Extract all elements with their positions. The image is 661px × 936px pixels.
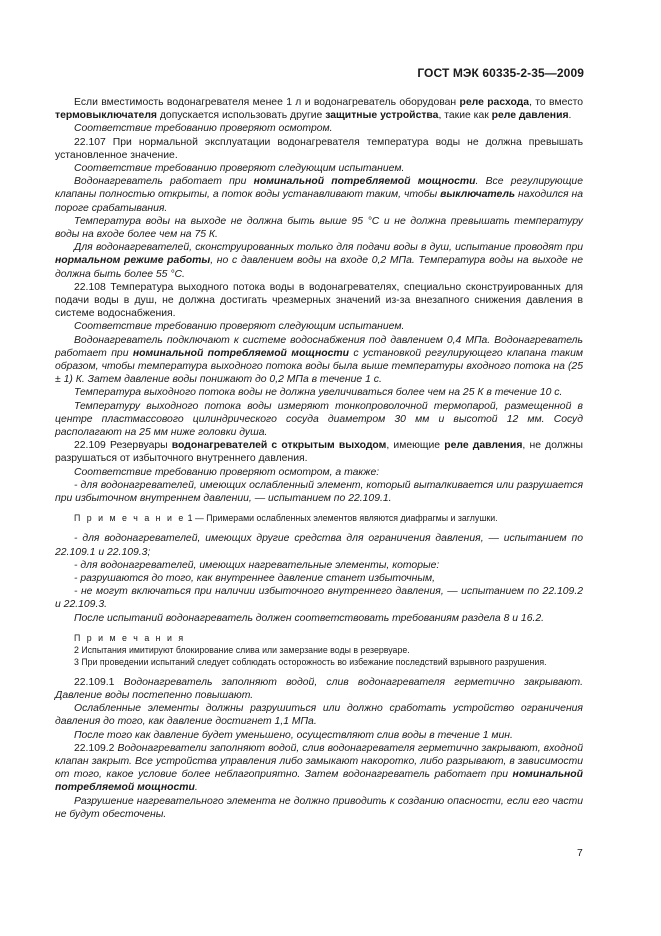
note-2: 2 Испытания имитируют блокирование слива или замерзание воды в резервуаре.: [74, 644, 410, 655]
text-run: Водонагреватель заполняют водой, слив водонагревателя герметично закрывают. Давление воды постепенно повышают.: [55, 676, 583, 701]
paragraph: [55, 175, 583, 215]
term: термовыключателя: [55, 110, 157, 122]
term: выключатель: [440, 189, 516, 201]
text-run: с установкой регулирующего клапана таким образом, чтобы температура выходного потока воды была выше температуры входного потока на (25 ± 1) К. Затем давление воды понижают до 0,2 МПа в течение 1 с.: [55, 347, 583, 386]
term: реле расхода: [459, 97, 530, 108]
note-1: [55, 512, 583, 524]
text-run: Для водонагревателей, сконструированных только для подачи воды в душ, испытание проводят при: [74, 242, 583, 254]
paragraph: [55, 96, 583, 122]
paragraph: После того как давление будет уменьшено, осуществляют слив воды в течение 1 мин.: [74, 729, 513, 741]
clause-22-109: [55, 439, 583, 465]
list-item: - разрушаются до того, как внутреннее давление станет избыточным,: [74, 572, 436, 584]
text-run: , но с давлением воды на входе 0,2 МПа. Температура воды на выходе не должна быть более 55 °С.: [55, 255, 583, 280]
term: номинальной потребляемой мощности: [253, 176, 476, 188]
text-run: .: [194, 782, 198, 794]
paragraph: Ослабленные элементы должны разрушиться или должно сработать устройство ограничения давления до того, как давление достигнет 1,1 МПа.: [55, 703, 583, 728]
text-run: , не должны разрушаться от избыточного внутреннего давления.: [55, 440, 584, 465]
document-body: [55, 96, 583, 821]
term: реле давления: [491, 110, 569, 122]
term: нормальном режиме работы: [55, 255, 211, 267]
compliance-text: Соответствие требованию проверяют осмотром.: [74, 123, 333, 135]
term: номинальной потребляемой мощности: [132, 347, 350, 359]
text-run: Водонагреватель работает при: [74, 176, 254, 188]
clause-22-108: 22.108 Температура выходного потока воды в водонагревателях, специально сконструированных для подачи воды в душ, не должна достигать чрезмерных значений из-за внезапного снижения давления в системе водоснабжения.: [55, 281, 583, 320]
term: реле давления: [444, 440, 523, 452]
notes-label: П р и м е ч а н и я: [74, 632, 186, 643]
clause-22-109-2: [55, 742, 583, 795]
compliance-text: Соответствие требованию проверяют следующим испытанием.: [74, 163, 405, 175]
clause-number: 22.109.2: [74, 742, 118, 754]
text-run: 22.109 Резервуары: [74, 440, 172, 452]
note-3: 3 При проведении испытаний следует соблюдать осторожность во избежание последствий взрывного разрушения.: [74, 656, 547, 667]
clause-22-109-1: [55, 676, 583, 702]
text-run: .: [568, 110, 572, 122]
paragraph: Температуру выходного потока воды измеряют тонкопроволочной термопарой, размещенной в центре пластмассового цилиндрического сосуда диаметром 30 мм и высотой 12 мм. Сосуд располагают на 25 мм ниже головки душа.: [55, 400, 583, 439]
text-run: , то вместо: [529, 97, 583, 108]
page-number: 7: [577, 848, 583, 859]
term: защитные устройства: [325, 110, 439, 122]
text-run: Если вместимость водонагревателя менее 1 л и водонагреватель оборудован: [74, 97, 460, 108]
text-run: . Все регулирующие клапаны полностью открыты, а поток воды устанавливают таким, чтобы: [55, 176, 583, 201]
paragraph: [55, 241, 583, 281]
list-item: - не могут включаться при наличии избыточного внутреннего давления, — испытанием по 22.109.2 и 22.109.3.: [55, 586, 583, 611]
text-run: допускается использовать другие: [156, 110, 326, 122]
text-run: , такие как: [438, 110, 492, 122]
paragraph: Разрушение нагревательного элемента не должно приводить к созданию опасности, если его части не будут обесточены.: [55, 795, 583, 820]
paragraph: Температура воды на выходе не должна быть выше 95 °С и не должна превышать температуру воды на входе более чем на 75 К.: [55, 215, 583, 241]
text-run: , имеющие: [386, 440, 445, 452]
list-item: - для водонагревателей, имеющих ослабленный элемент, который выталкивается или разрушается при избыточном внутреннем давлении, — испытанием по 22.109.1.: [55, 479, 583, 505]
clause-22-107: 22.107 При нормальной эксплуатации водонагревателя температура воды не должна превышать установленное значение.: [55, 136, 583, 161]
text-run: находился на пороге срабатывания.: [55, 189, 583, 214]
clause-number: 22.109.1: [74, 676, 124, 688]
compliance-text: Соответствие требованию проверяют следующим испытанием.: [74, 321, 405, 333]
compliance-text: Соответствие требованию проверяют осмотром, а также:: [74, 466, 380, 478]
paragraph: После испытаний водонагреватель должен соответствовать требованиям раздела 8 и 16.2.: [74, 612, 545, 624]
text-run: Водонагреватель подключают к системе водоснабжения под давлением 0,4 МПа. Водонагреватель работает при: [55, 334, 583, 359]
text-run: Водонагреватели заполняют водой, слив водонагревателя герметично закрывают, входной клапан закрыт. Все устройства управления либо замыкают накоротко, либо разрывают, в зависимости от того, какое условие более неблагоприятно. Затем водонагреватель работает при: [55, 742, 583, 781]
list-item: - для водонагревателей, имеющих нагревательные элементы, которые:: [74, 559, 440, 571]
note-label: П р и м е ч а н и е: [74, 513, 186, 524]
paragraph: [55, 334, 583, 387]
list-item: - для водонагревателей, имеющих другие средства для ограничения давления, — испытанием по 22.109.1 и 22.109.3;: [55, 533, 583, 558]
term: водонагревателей с открытым выходом: [171, 440, 387, 452]
note-text: 1 — Примерами ослабленных элементов являются диафрагмы и заглушки.: [185, 513, 498, 524]
term: номинальной потребляемой мощности: [55, 769, 583, 794]
document-header: ГОСТ МЭК 60335-2-35—2009: [417, 66, 584, 80]
paragraph: Температура выходного потока воды не должна увеличиваться более чем на 25 К в течение 10 с.: [74, 387, 563, 399]
